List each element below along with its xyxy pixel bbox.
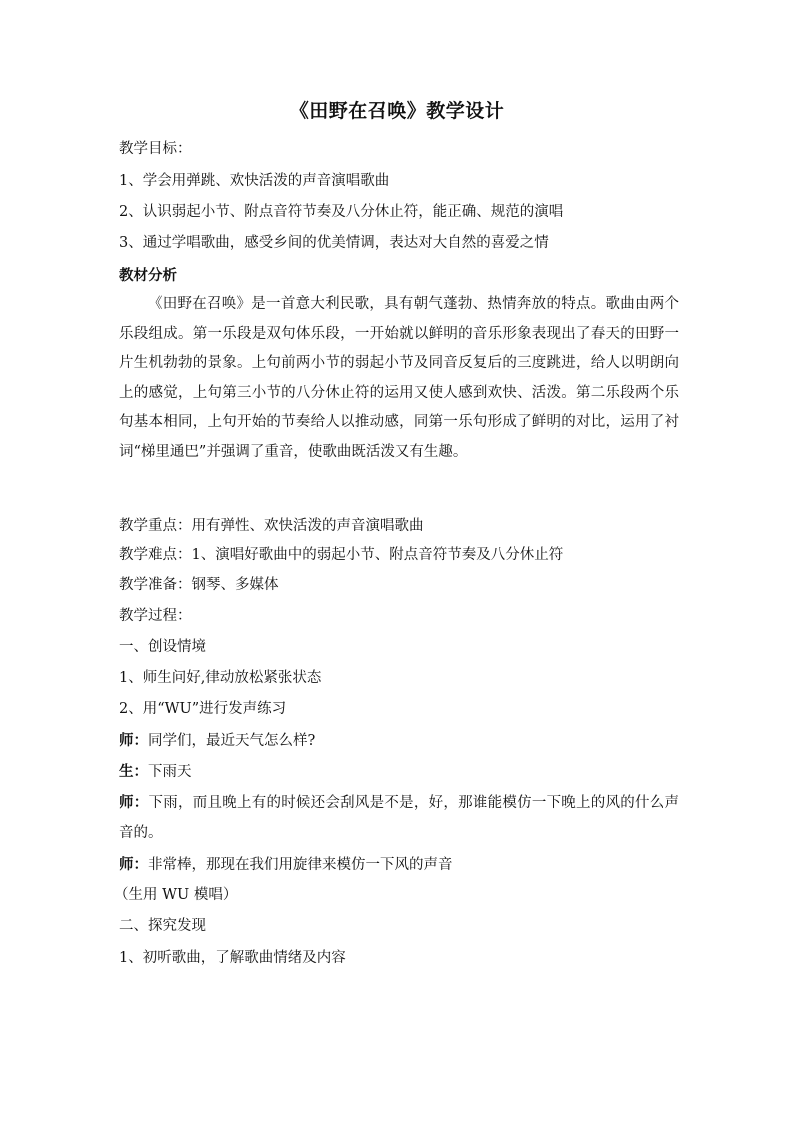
section-1-heading: 一、创设情境: [119, 639, 206, 655]
note-line: （生用 WU 模唱）: [114, 887, 238, 903]
objective-item-1: 1、学会用弹跳、欢快活泼的声音演唱歌曲: [119, 173, 390, 189]
key-point: 教学重点：用有弹性、欢快活泼的声音演唱歌曲: [119, 518, 424, 534]
preparation: 教学准备：钢琴、多媒体: [119, 577, 279, 593]
document-title: 《田野在召唤》教学设计: [289, 100, 505, 122]
dialogue-line-3: [119, 788, 679, 848]
dialogue-speaker: 师：: [119, 794, 149, 811]
dialogue-line-4: [119, 854, 679, 876]
analysis-heading: 教材分析: [119, 267, 177, 284]
dialogue-text: 下雨，而且晚上有的时候还会刮风是不是，好，那谁能模仿一下晚上的风的什么声音的。: [119, 795, 680, 841]
dialogue-text: 同学们，最近天气怎么样?: [148, 733, 316, 749]
dialogue-speaker: 师：: [119, 856, 148, 873]
dialogue-text: 下雨天: [148, 764, 192, 780]
dialogue-text: 非常棒，那现在我们用旋律来模仿一下风的声音: [148, 857, 453, 873]
difficulty: 教学难点：1、演唱好歌曲中的弱起小节、附点音符节奏及八分休止符: [119, 547, 564, 563]
objective-item-2: 2、认识弱起小节、附点音符节奏及八分休止符，能正确、规范的演唱: [119, 204, 564, 220]
objective-item-3: 3、通过学唱歌曲，感受乡间的优美情调，表达对大自然的喜爱之情: [119, 235, 549, 251]
dialogue-speaker: 生：: [119, 763, 148, 780]
analysis-paragraph: 《田野在召唤》是一首意大利民歌，具有朝气蓬勃、热情奔放的特点。歌曲由两个乐段组成。第一乐段是双句体乐段，一开始就以鲜明的音乐形象表现出了春天的田野一片生机勃勃的景象。上句前两小节的弱起小节及同音反复后的三度跳进，给人以明朗向上的感觉，上句第三小节的八分休止符的运用又使人感到欢快、活泼。第二乐段两个乐句基本相同，上句开始的节奏给人以推动感，同第一乐句形成了鲜明的对比，运用了衬词“梯里通巴”并强调了重音，使歌曲既活泼又有生趣。: [119, 296, 679, 460]
dialogue-line-1: [119, 730, 679, 752]
process-heading: 教学过程：: [119, 608, 192, 624]
dialogue-line-2: [119, 761, 679, 783]
section-2-item-1: 1、初听歌曲，了解歌曲情绪及内容: [119, 950, 346, 966]
dialogue-speaker: 师：: [119, 732, 148, 749]
section-1-item-1: 1、师生问好,律动放松紧张状态: [119, 670, 322, 686]
objectives-heading: 教学目标：: [119, 141, 192, 157]
section-1-item-2: 2、用“WU”进行发声练习: [119, 701, 287, 717]
section-2-heading: 二、探究发现: [119, 918, 206, 934]
